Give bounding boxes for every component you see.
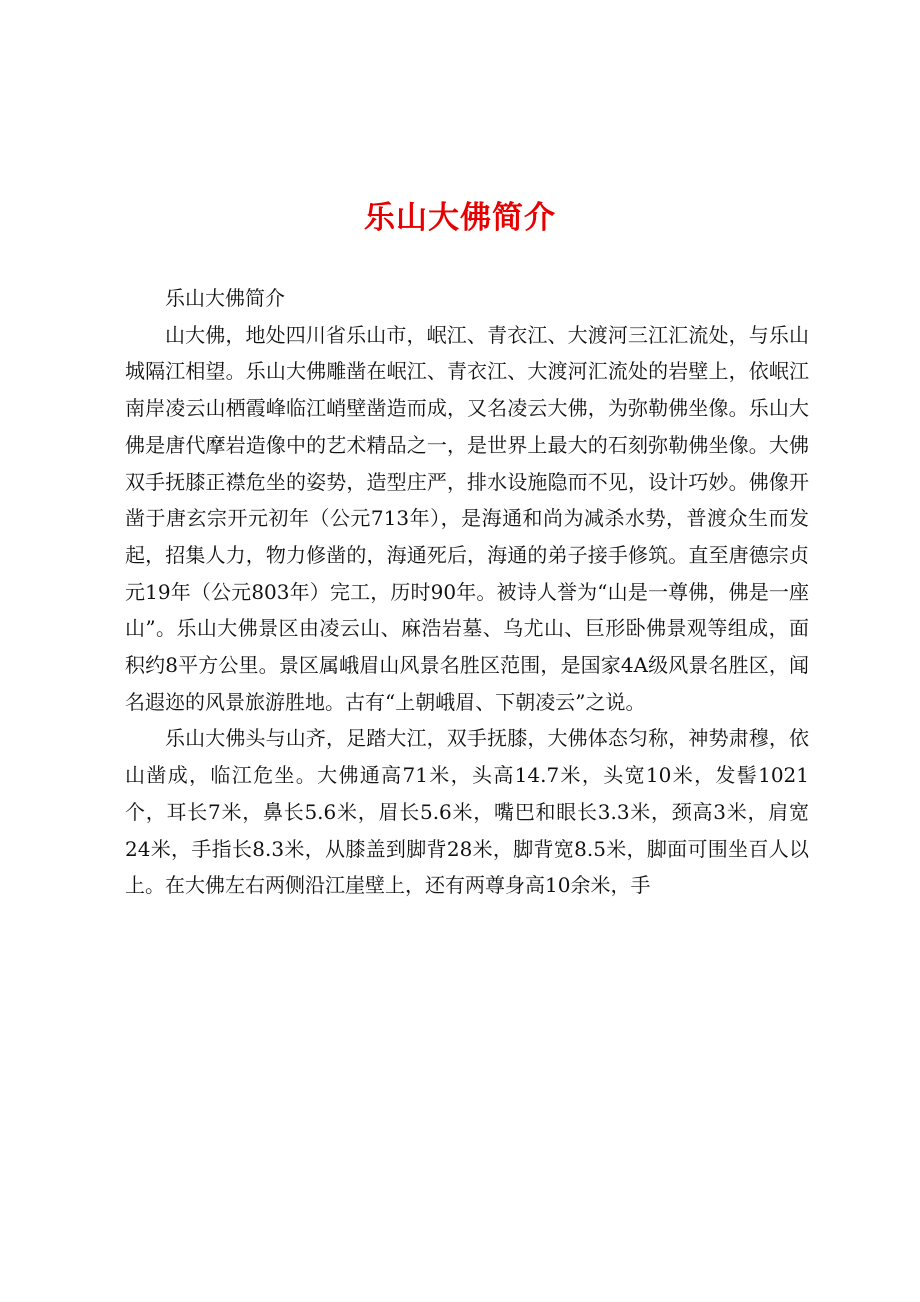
paragraph-intro: 山大佛，地处四川省乐山市，岷江、青衣江、大渡河三江汇流处，与乐山城隔江相望。乐山大佛雕凿在岷江、青衣江、大渡河汇流处的岩壁上，依岷江南岸凌云山栖霞峰临江峭壁凿造而成，又名凌云大佛，为弥勒佛坐像。乐山大佛是唐代摩岩造像中的艺术精品之一，是世界上最大的石刻弥勒佛坐像。大佛双手抚膝正襟危坐的姿势，造型庄严，排水设施隐而不见，设计巧妙。佛像开凿于唐玄宗开元初年（公元713年），是海通和尚为减杀水势，普渡众生而发起，招集人力，物力修凿的，海通死后，海通的弟子接手修筑。直至唐德宗贞元19年（公元803年）完工，历时90年。被诗人誉为“山是一尊佛，佛是一座山”。乐山大佛景区由凌云山、麻浩岩墓、乌尤山、巨形卧佛景观等组成，面积约8平方公里。景区属峨眉山风景名胜区范围，是国家4A级风景名胜区，闻名遐迩的风景旅游胜地。古有“上朝峨眉、下朝凌云”之说。 [125,322,809,714]
paragraph-subtitle: 乐山大佛简介 [165,286,285,310]
paragraph-dimensions: 乐山大佛头与山齐，足踏大江，双手抚膝，大佛体态匀称，神势肃穆，依山凿成，临江危坐。大佛通高71米，头高14.7米，头宽10米，发髻1021个，耳长7米，鼻长5.6米，眉长5.6米，嘴巴和眼长3.3米，颈高3米，肩宽24米，手指长8.3米，从膝盖到脚背28米，脚背宽8.5米，脚面可围坐百人以上。在大佛左右两侧沿江崖壁上，还有两尊身高10余米，手 [125,726,809,898]
document-body [125,280,809,904]
document-title: 乐山大佛简介 [364,200,556,236]
